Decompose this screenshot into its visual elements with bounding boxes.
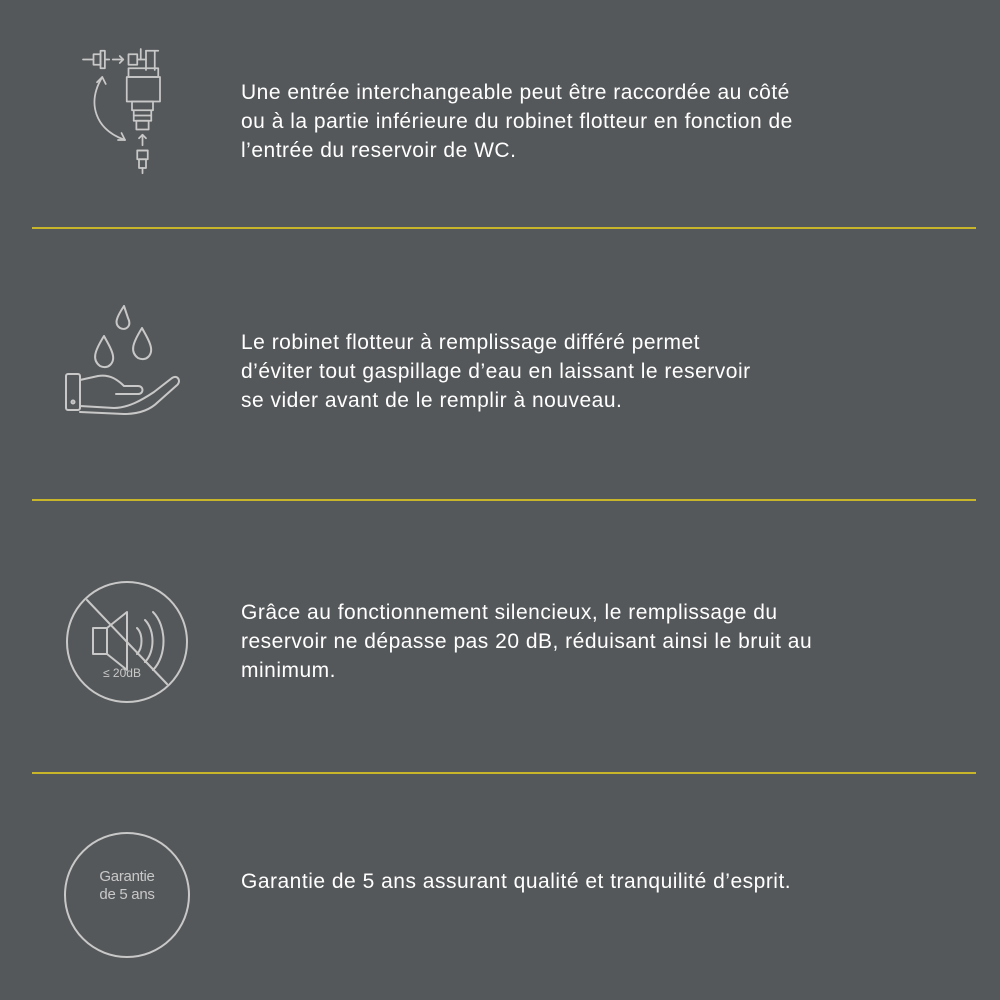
feature-warranty-text: Garantie de 5 ans assurant qualité et tranquilité d’esprit. bbox=[241, 870, 792, 893]
feature-interchangeable-inlet-text: Une entrée interchangeable peut être raccordée au côté ou à la partie inférieure du robinet flotteur en fonction de l’entrée du reservoir de WC. bbox=[241, 81, 793, 162]
water-drops-hand-icon bbox=[58, 295, 198, 435]
divider bbox=[32, 227, 976, 229]
feature-delayed-fill bbox=[0, 240, 1000, 420]
noise-level-label: ≤ 20dB bbox=[103, 666, 141, 680]
divider bbox=[32, 499, 976, 501]
silent-speaker-icon bbox=[57, 572, 197, 712]
warranty-badge-icon bbox=[57, 825, 197, 965]
feature-delayed-fill-text: Le robinet flotteur à remplissage différé permet d’éviter tout gaspillage d’eau en laissant le reservoir se vider avant de le remplir à nouveau. bbox=[241, 331, 751, 412]
warranty-badge-label bbox=[57, 868, 197, 904]
warranty-badge-line1: Garantie bbox=[99, 868, 155, 885]
feature-warranty bbox=[0, 785, 1000, 965]
warranty-badge-line2: de 5 ans bbox=[99, 886, 155, 903]
feature-silent-operation-text: Grâce au fonctionnement silencieux, le remplissage du reservoir ne dépasse pas 20 dB, réduisant ainsi le bruit au minimum. bbox=[241, 601, 813, 682]
feature-interchangeable-inlet bbox=[0, 0, 1000, 180]
divider bbox=[32, 772, 976, 774]
feature-silent-operation bbox=[0, 512, 1000, 692]
float-valve-inlet-icon bbox=[62, 42, 202, 182]
